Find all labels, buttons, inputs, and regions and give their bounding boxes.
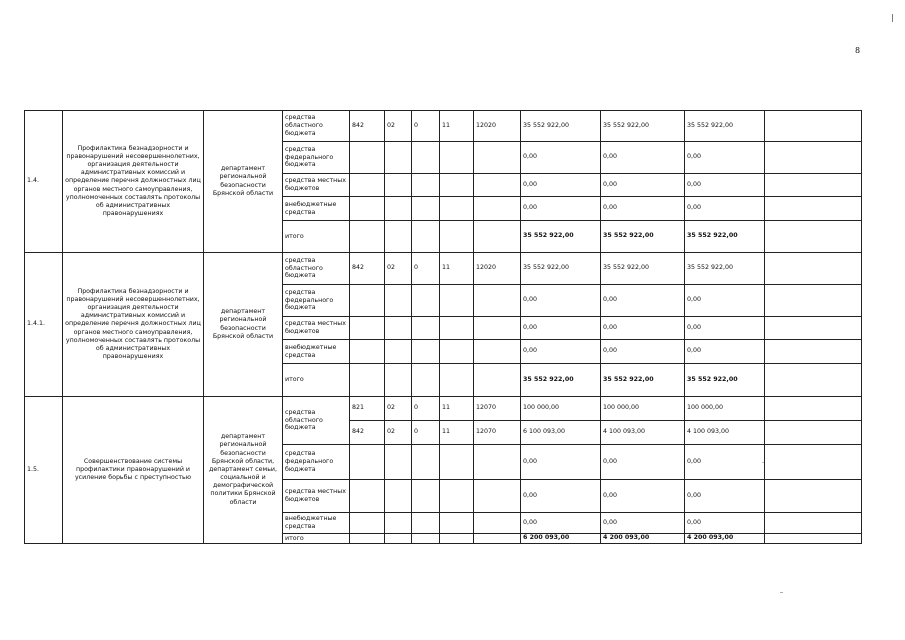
empty-cell: [765, 111, 862, 142]
section-code: [385, 364, 412, 397]
grbs-code: [350, 142, 385, 174]
expense-type-code: 12070: [474, 421, 521, 445]
target-article-code: 11: [440, 421, 474, 445]
amount-year-1: 0,00: [521, 340, 601, 364]
target-article-code: 11: [440, 253, 474, 285]
subsection-code: [412, 445, 440, 480]
section-code: [385, 197, 412, 221]
measure-name: Профилактика безнадзорности и правонарушений несовершеннолетних, организация деятельности административных комиссий и определение перечня должностных лиц органов местного самоуправления, уполномоченных составлять протоколы об административных правонарушениях: [63, 111, 204, 253]
empty-cell: [765, 197, 862, 221]
total-year-3: 35 552 922,00: [685, 364, 765, 397]
funding-source: средства федерального бюджета: [283, 142, 350, 174]
grbs-code: [350, 197, 385, 221]
page-number: 8: [855, 46, 861, 55]
section-code: [385, 221, 412, 253]
amount-year-2: 0,00: [601, 317, 685, 340]
total-year-3: 35 552 922,00: [685, 221, 765, 253]
amount-year-2: 0,00: [601, 285, 685, 317]
executor: департамент региональной безопасности Брянской области, департамент семьи, социальной и демографической политики Брянской области: [204, 397, 283, 544]
amount-year-3: 100 000,00: [685, 397, 765, 421]
subsection-code: [412, 197, 440, 221]
section-code: 02: [385, 421, 412, 445]
table-row: [25, 397, 862, 421]
amount-year-1: 0,00: [521, 197, 601, 221]
amount-year-1: 0,00: [521, 480, 601, 513]
funding-source: средства местных бюджетов: [283, 174, 350, 197]
empty-cell: [765, 285, 862, 317]
section-code: [385, 534, 412, 544]
grbs-code: [350, 480, 385, 513]
grbs-code: 842: [350, 111, 385, 142]
funding-source: средства областного бюджета: [283, 397, 350, 445]
amount-year-1: 0,00: [521, 142, 601, 174]
target-article-code: [440, 513, 474, 534]
table-row: [25, 253, 862, 285]
amount-year-2: 0,00: [601, 480, 685, 513]
expense-type-code: [474, 445, 521, 480]
section-code: [385, 513, 412, 534]
subsection-code: [412, 142, 440, 174]
grbs-code: [350, 445, 385, 480]
expense-type-code: [474, 364, 521, 397]
amount-year-1: 0,00: [521, 285, 601, 317]
total-year-1: 35 552 922,00: [521, 221, 601, 253]
grbs-code: [350, 340, 385, 364]
target-article-code: [440, 480, 474, 513]
amount-year-2: 0,00: [601, 445, 685, 480]
amount-year-1: 0,00: [521, 445, 601, 480]
subsection-code: [412, 364, 440, 397]
amount-year-1: 100 000,00: [521, 397, 601, 421]
amount-year-2: 0,00: [601, 340, 685, 364]
empty-cell: [765, 253, 862, 285]
expense-type-code: 12020: [474, 111, 521, 142]
amount-year-3: 0,00: [685, 317, 765, 340]
target-article-code: [440, 174, 474, 197]
grbs-code: [350, 285, 385, 317]
amount-year-3: 0,00: [685, 340, 765, 364]
target-article-code: [440, 285, 474, 317]
funding-source: средства местных бюджетов: [283, 480, 350, 513]
section-code: 02: [385, 253, 412, 285]
funding-source-total: итого: [283, 534, 350, 544]
executor: департамент региональной безопасности Брянской области: [204, 253, 283, 397]
section-code: [385, 480, 412, 513]
measure-name: Совершенствование системы профилактики правонарушений и усиление борьбы с преступностью: [63, 397, 204, 544]
row-number: 1.4.1.: [25, 253, 63, 397]
amount-year-3: 4 100 093,00: [685, 421, 765, 445]
funding-source: внебюджетные средства: [283, 513, 350, 534]
target-article-code: [440, 197, 474, 221]
target-article-code: 11: [440, 111, 474, 142]
amount-year-2: 0,00: [601, 142, 685, 174]
amount-year-1: 0,00: [521, 513, 601, 534]
grbs-code: [350, 174, 385, 197]
subsection-code: [412, 513, 440, 534]
amount-year-1: 0,00: [521, 174, 601, 197]
empty-cell: [765, 340, 862, 364]
subsection-code: [412, 285, 440, 317]
total-year-1: 6 200 093,00: [521, 534, 601, 544]
subsection-code: 0: [412, 421, 440, 445]
section-code: [385, 445, 412, 480]
amount-year-1: 35 552 922,00: [521, 111, 601, 142]
target-article-code: [440, 142, 474, 174]
amount-year-3: 0,00: [685, 174, 765, 197]
empty-cell: [765, 142, 862, 174]
expense-type-code: [474, 513, 521, 534]
amount-year-1: 0,00: [521, 317, 601, 340]
grbs-code: 842: [350, 253, 385, 285]
section-code: [385, 317, 412, 340]
expense-type-code: [474, 340, 521, 364]
scan-edge-mark: [892, 14, 893, 22]
subsection-code: [412, 317, 440, 340]
amount-year-1: 6 100 093,00: [521, 421, 601, 445]
section-code: 02: [385, 111, 412, 142]
funding-source: средства местных бюджетов: [283, 317, 350, 340]
grbs-code: [350, 317, 385, 340]
grbs-code: [350, 221, 385, 253]
funding-source: средства областного бюджета: [283, 253, 350, 285]
target-article-code: [440, 221, 474, 253]
amount-year-3: 0,00: [685, 513, 765, 534]
total-year-2: 35 552 922,00: [601, 364, 685, 397]
subsection-code: 0: [412, 397, 440, 421]
expense-type-code: 12070: [474, 397, 521, 421]
expense-type-code: [474, 285, 521, 317]
expense-type-code: [474, 534, 521, 544]
budget-table: [24, 110, 862, 544]
amount-year-1: 35 552 922,00: [521, 253, 601, 285]
amount-year-3: 35 552 922,00: [685, 253, 765, 285]
amount-year-3: 35 552 922,00: [685, 111, 765, 142]
funding-source: средства федерального бюджета: [283, 285, 350, 317]
amount-year-3: 0,00: [685, 480, 765, 513]
amount-year-3: 0,00: [685, 197, 765, 221]
funding-source-total: итого: [283, 364, 350, 397]
target-article-code: [440, 534, 474, 544]
empty-cell: [765, 364, 862, 397]
expense-type-code: [474, 221, 521, 253]
amount-year-2: 0,00: [601, 197, 685, 221]
section-code: [385, 174, 412, 197]
amount-year-3: 0,00: [685, 285, 765, 317]
amount-year-2: 35 552 922,00: [601, 111, 685, 142]
amount-year-3: 0,00: [685, 142, 765, 174]
empty-cell: [765, 445, 862, 480]
empty-cell: [765, 513, 862, 534]
target-article-code: [440, 340, 474, 364]
funding-source: внебюджетные средства: [283, 197, 350, 221]
empty-cell: [765, 534, 862, 544]
funding-source: внебюджетные средства: [283, 340, 350, 364]
total-year-1: 35 552 922,00: [521, 364, 601, 397]
section-code: [385, 285, 412, 317]
expense-type-code: [474, 197, 521, 221]
amount-year-2: 35 552 922,00: [601, 253, 685, 285]
scan-speck: [780, 592, 783, 593]
expense-type-code: [474, 480, 521, 513]
empty-cell: [765, 397, 862, 421]
total-year-3: 4 200 093,00: [685, 534, 765, 544]
funding-source: средства областного бюджета: [283, 111, 350, 142]
grbs-code: 821: [350, 397, 385, 421]
grbs-code: 842: [350, 421, 385, 445]
expense-type-code: [474, 142, 521, 174]
amount-year-2: 0,00: [601, 174, 685, 197]
section-code: 02: [385, 397, 412, 421]
expense-type-code: 12020: [474, 253, 521, 285]
empty-cell: [765, 221, 862, 253]
subsection-code: 0: [412, 253, 440, 285]
row-number: 1.4.: [25, 111, 63, 253]
row-number: 1.5.: [25, 397, 63, 544]
amount-year-3: 0,00: [685, 445, 765, 480]
subsection-code: [412, 480, 440, 513]
measure-name: Профилактика безнадзорности и правонарушений несовершеннолетних, организация деятельности административных комиссий и определение перечня должностных лиц органов местного самоуправления, уполномоченных составлять протоколы об административных правонарушениях: [63, 253, 204, 397]
section-code: [385, 340, 412, 364]
empty-cell: [765, 174, 862, 197]
subsection-code: [412, 174, 440, 197]
funding-source-total: итого: [283, 221, 350, 253]
empty-cell: [765, 317, 862, 340]
grbs-code: [350, 513, 385, 534]
target-article-code: [440, 317, 474, 340]
target-article-code: 11: [440, 397, 474, 421]
target-article-code: [440, 364, 474, 397]
amount-year-2: 4 100 093,00: [601, 421, 685, 445]
empty-cell: [765, 480, 862, 513]
total-year-2: 4 200 093,00: [601, 534, 685, 544]
amount-year-2: 0,00: [601, 513, 685, 534]
table-row: [25, 111, 862, 142]
section-code: [385, 142, 412, 174]
empty-cell: [765, 421, 862, 445]
funding-source: средства федерального бюджета: [283, 445, 350, 480]
executor: департамент региональной безопасности Брянской области: [204, 111, 283, 253]
subsection-code: [412, 221, 440, 253]
expense-type-code: [474, 174, 521, 197]
subsection-code: 0: [412, 111, 440, 142]
subsection-code: [412, 340, 440, 364]
target-article-code: [440, 445, 474, 480]
expense-type-code: [474, 317, 521, 340]
total-year-2: 35 552 922,00: [601, 221, 685, 253]
subsection-code: [412, 534, 440, 544]
grbs-code: [350, 364, 385, 397]
amount-year-2: 100 000,00: [601, 397, 685, 421]
grbs-code: [350, 534, 385, 544]
